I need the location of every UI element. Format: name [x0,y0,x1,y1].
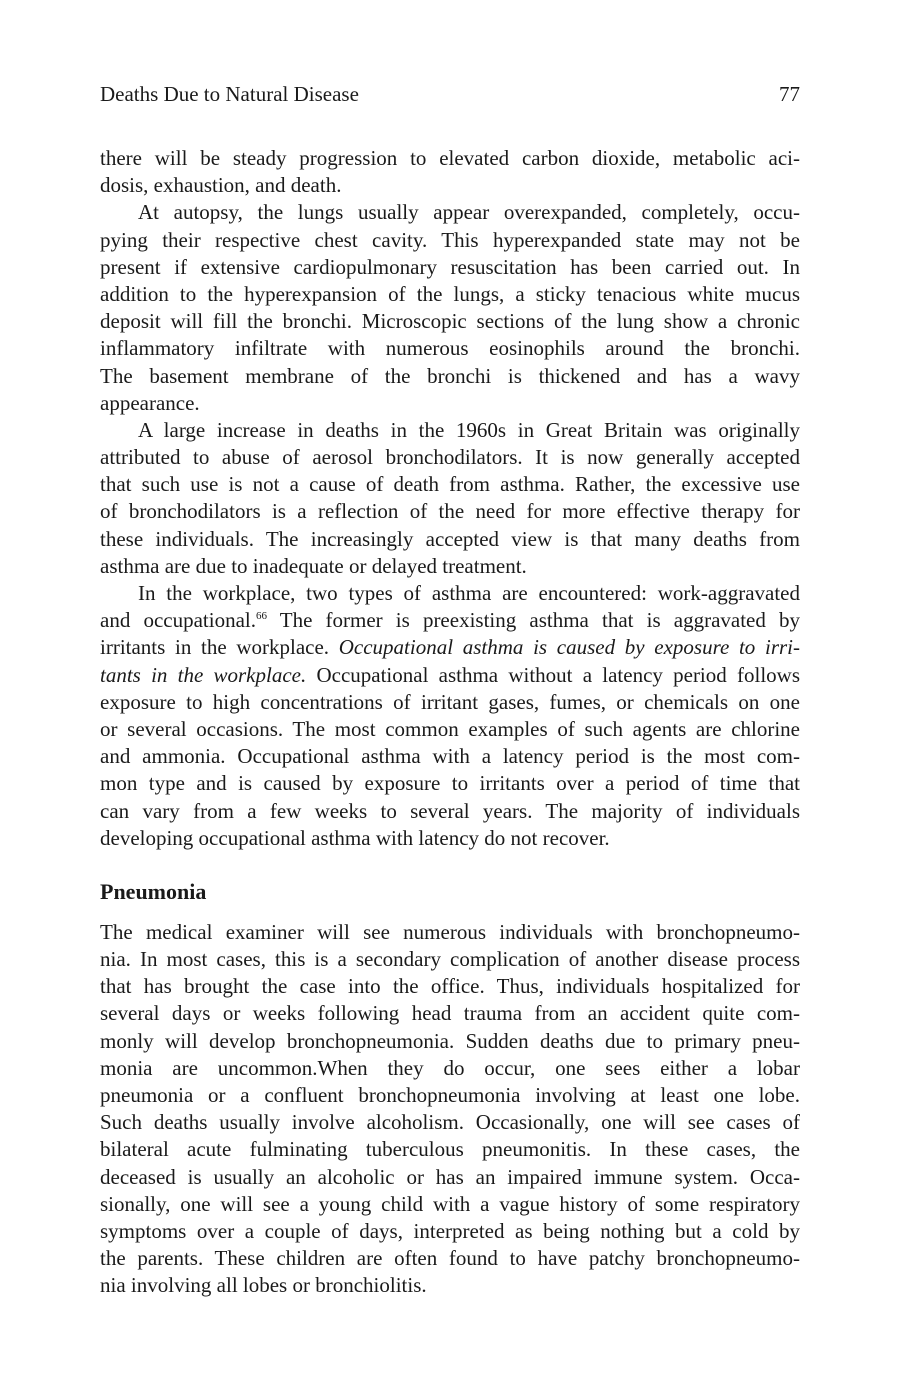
text-line [100,1028,800,1055]
text-line [100,308,800,335]
text-run: asthma are due to inadequate or delayed treatment. [100,553,527,578]
text-run: can vary from a few weeks to several years. The majority of individuals [100,798,800,823]
text-run: of bronchodilators is a reflection of the need for more effective therapy for [100,499,800,524]
page-body [100,145,800,1300]
text-run: pneumonia or a confluent bronchopneumonia involving at least one lobe. [100,1083,800,1107]
text-line [100,1164,800,1191]
text-run: nia. In most cases, this is a secondary complication of another disease process [100,947,800,972]
text-line [100,743,800,770]
text-line [100,1191,800,1218]
text-line [100,363,800,390]
text-run: At autopsy, the lungs usually appear overexpanded, completely, occu- [138,200,800,225]
text-line [100,145,800,172]
text-run: appearance. [100,390,200,415]
text-line [100,825,800,852]
footnote-ref: 66 [256,610,267,623]
section-heading: Pneumonia [100,878,207,904]
text-line [100,770,800,797]
text-run: mon type and is caused by exposure to irritants over a period of time that [100,771,800,796]
text-line [100,919,800,946]
text-run: deceased is usually an alcoholic or has an impaired immune system. Occa- [100,1164,800,1189]
text-line [100,1000,800,1027]
text-line [100,607,800,634]
text-line [100,254,800,281]
running-header [100,80,800,108]
text-run: attributed to abuse of aerosol bronchodilators. It is now generally accepted [100,445,800,470]
text-line [100,281,800,308]
paragraph [100,145,800,199]
text-run: A large increase in deaths in the 1960s in Great Britain was originally [138,417,800,442]
text-line [100,798,800,825]
text-run: and occupational. [100,608,256,633]
text-line [100,390,800,417]
text-run: The basement membrane of the bronchi is thickened and has a wavy [100,363,800,388]
text-run: In the workplace, two types of asthma are encountered: work-aggravated [138,581,800,605]
text-run: pying their respective chest cavity. This hyperexpanded state may not be [100,227,800,252]
running-title: Deaths Due to Natural Disease [100,82,359,106]
page-number: 77 [779,82,800,106]
text-run: the parents. These children are often found to have patchy bronchopneumo- [100,1246,800,1271]
text-run: dosis, exhaustion, and death. [100,173,342,198]
paragraph [100,417,800,580]
text-line [100,172,800,199]
text-line [100,689,800,716]
paragraph [100,199,800,417]
text-run: that has brought the case into the office. Thus, individuals hospitalized for [100,974,800,999]
body-text [100,145,800,852]
text-line [100,716,800,743]
text-run: or several occasions. The most common examples of such agents are chlorine [100,716,800,741]
text-line [100,634,800,661]
text-run: monia are uncommon.When they do occur, one sees either a lobar [100,1055,800,1080]
text-run: symptoms over a couple of days, interpreted as being nothing but a cold by [100,1218,800,1243]
text-line [100,662,800,689]
text-line [100,199,800,226]
text-run: sionally, one will see a young child with a vague history of some respiratory [100,1191,800,1216]
italic-text: tants in the workplace. [100,662,307,687]
text-run: present if extensive cardiopulmonary resuscitation has been carried out. In [100,254,800,279]
text-line [100,335,800,362]
text-line [100,973,800,1000]
text-run: nia involving all lobes or bronchiolitis. [100,1273,427,1298]
text-run: Such deaths usually involve alcoholism. Occasionally, one will see cases of [100,1110,800,1135]
text-line [100,526,800,553]
text-run: The former is preexisting asthma that is aggravated by [267,608,801,633]
text-line [100,498,800,525]
text-line [100,227,800,254]
text-line [100,580,800,607]
text-line [100,1109,800,1136]
text-run: addition to the hyperexpansion of the lungs, a sticky tenacious white mucus [100,281,800,306]
text-line [100,417,800,444]
italic-text: Occupational asthma is caused by exposure to irri- [338,635,800,660]
text-run: exposure to high concentrations of irritant gases, fumes, or chemicals on one [100,689,800,714]
text-line [100,471,800,498]
text-run: developing occupational asthma with latency do not recover. [100,825,610,850]
text-line [100,1136,800,1163]
text-run: and ammonia. Occupational asthma with a latency period is the most com- [100,744,800,769]
text-line [100,1055,800,1082]
text-run: bilateral acute fulminating tuberculous pneumonitis. In these cases, the [100,1137,800,1162]
text-run: The medical examiner will see numerous individuals with bronchopneumo- [100,919,800,944]
text-line [100,1218,800,1245]
text-line [100,553,800,580]
text-line [100,444,800,471]
text-run: deposit will fill the bronchi. Microscopic sections of the lung show a chronic [100,309,800,334]
text-run: that such use is not a cause of death from asthma. Rather, the excessive use [100,472,800,497]
text-line [100,1272,800,1299]
text-run: monly will develop bronchopneumonia. Sudden deaths due to primary pneu- [100,1028,800,1053]
text-line [100,1245,800,1272]
text-line [100,946,800,973]
text-line [100,1082,800,1109]
section-body-text [100,919,800,1300]
text-run: irritants in the workplace. [100,635,339,660]
text-run: several days or weeks following head trauma from an accident quite com- [100,1001,800,1026]
text-run: these individuals. The increasingly accepted view is that many deaths from [100,526,800,551]
text-run: inflammatory infiltrate with numerous eosinophils around the bronchi. [100,336,800,361]
text-run: Occupational asthma without a latency period follows [306,662,800,687]
paragraph [100,580,800,852]
text-run: there will be steady progression to elevated carbon dioxide, metabolic aci- [100,146,800,170]
